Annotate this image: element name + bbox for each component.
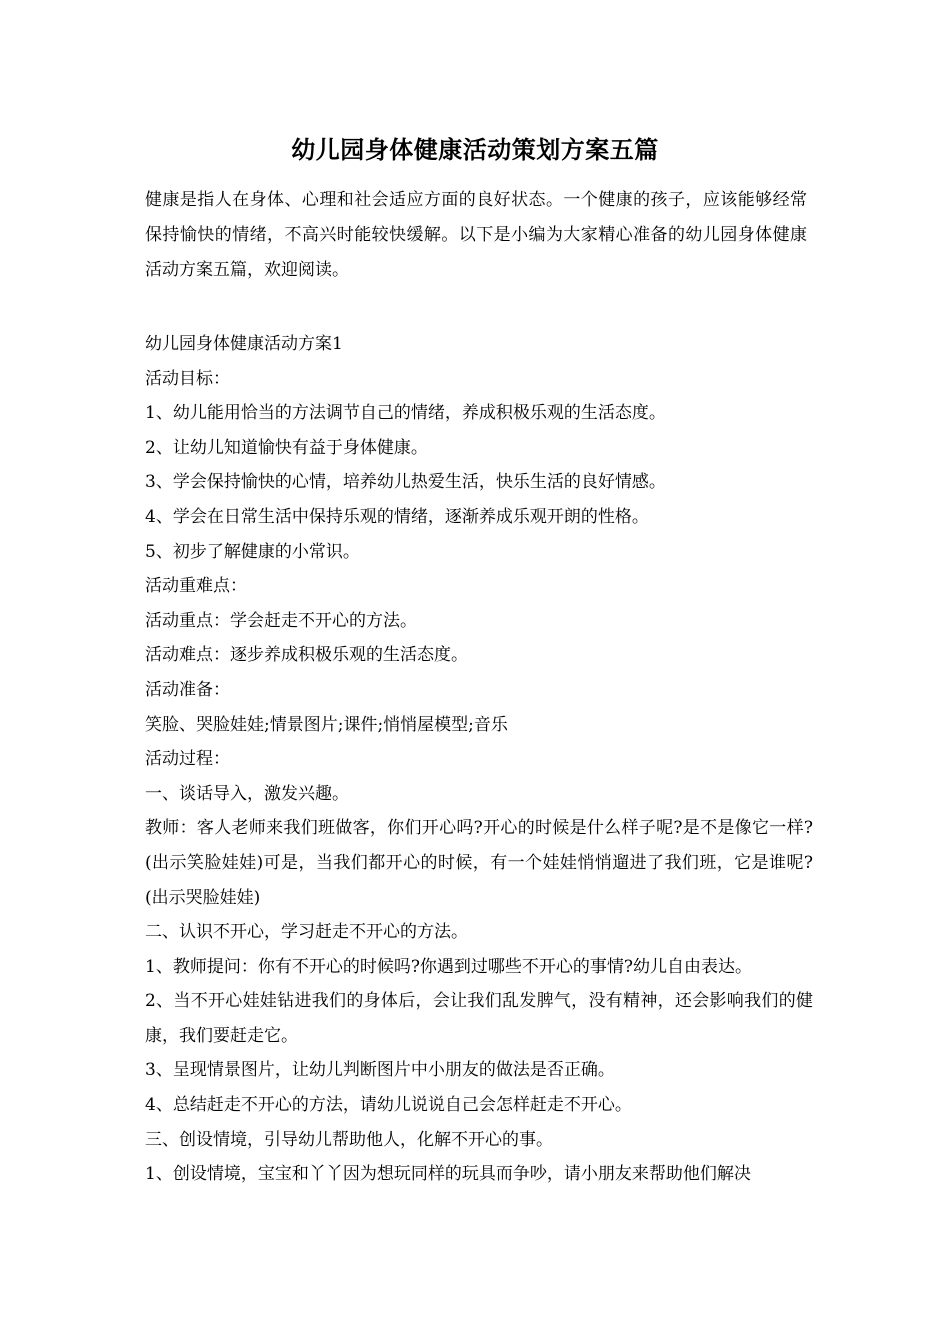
list-item: 2、让幼儿知道愉快有益于身体健康。 <box>145 437 428 458</box>
section-heading: 幼儿园身体健康活动方案1 <box>145 334 343 354</box>
subheading-process: 活动过程： <box>145 749 230 770</box>
step-heading: 三、创设情境，引导幼儿帮助他人，化解不开心的事。 <box>145 1129 553 1150</box>
list-item: 3、学会保持愉快的心情，培养幼儿热爱生活，快乐生活的良好情感。 <box>145 472 666 493</box>
list-item: 4、总结赶走不开心的方法，请幼儿说说自己会怎样赶走不开心。 <box>145 1095 632 1116</box>
list-item: 3、呈现情景图片，让幼儿判断图片中小朋友的做法是否正确。 <box>145 1060 615 1081</box>
list-item: 1、教师提问：你有不开心的时候吗?你遇到过哪些不开心的事情?幼儿自由表达。 <box>145 956 753 977</box>
document-title: 幼儿园身体健康活动策划方案五篇 <box>291 135 659 164</box>
step-heading: 一、谈话导入，激发兴趣。 <box>145 783 349 804</box>
subheading-preparation: 活动准备： <box>145 679 230 700</box>
subheading-key-points: 活动重难点： <box>145 576 247 597</box>
intro-paragraph: 健康是指人在身体、心理和社会适应方面的良好状态。一个健康的孩子，应该能够经常保持愉快的情绪，不高兴时能较快缓解。以下是小编为大家精心准备的幼儿园身体健康活动方案五篇，欢迎阅读。 <box>145 190 807 280</box>
list-item: 5、初步了解健康的小常识。 <box>145 541 360 562</box>
list-item: 1、幼儿能用恰当的方法调节自己的情绪，养成积极乐观的生活态度。 <box>145 403 666 424</box>
text-line: 笑脸、哭脸娃娃;情景图片;课件;悄悄屋模型;音乐 <box>145 714 508 735</box>
subheading-goals: 活动目标： <box>145 368 230 389</box>
list-item: 2、当不开心娃娃钻进我们的身体后，会让我们乱发脾气，没有精神，还会影响我们的健康，我们要赶走它。 <box>145 991 813 1046</box>
list-item: 1、创设情境，宝宝和丫丫因为想玩同样的玩具而争吵，请小朋友来帮助他们解决 <box>145 1164 751 1185</box>
document-body <box>145 327 813 1192</box>
list-item: 4、学会在日常生活中保持乐观的情绪，逐渐养成乐观开朗的性格。 <box>145 506 649 527</box>
text-paragraph: 教师：客人老师来我们班做客，你们开心吗?开心的时候是什么样子呢?是不是像它一样?(出示笑脸娃娃)可是，当我们都开心的时候，有一个娃娃悄悄遛进了我们班，它是谁呢?(出示哭脸娃娃) <box>145 818 813 908</box>
step-heading: 二、认识不开心，学习赶走不开心的方法。 <box>145 922 468 943</box>
text-line: 活动难点：逐步养成积极乐观的生活态度。 <box>145 645 468 666</box>
text-line: 活动重点：学会赶走不开心的方法。 <box>145 610 417 631</box>
